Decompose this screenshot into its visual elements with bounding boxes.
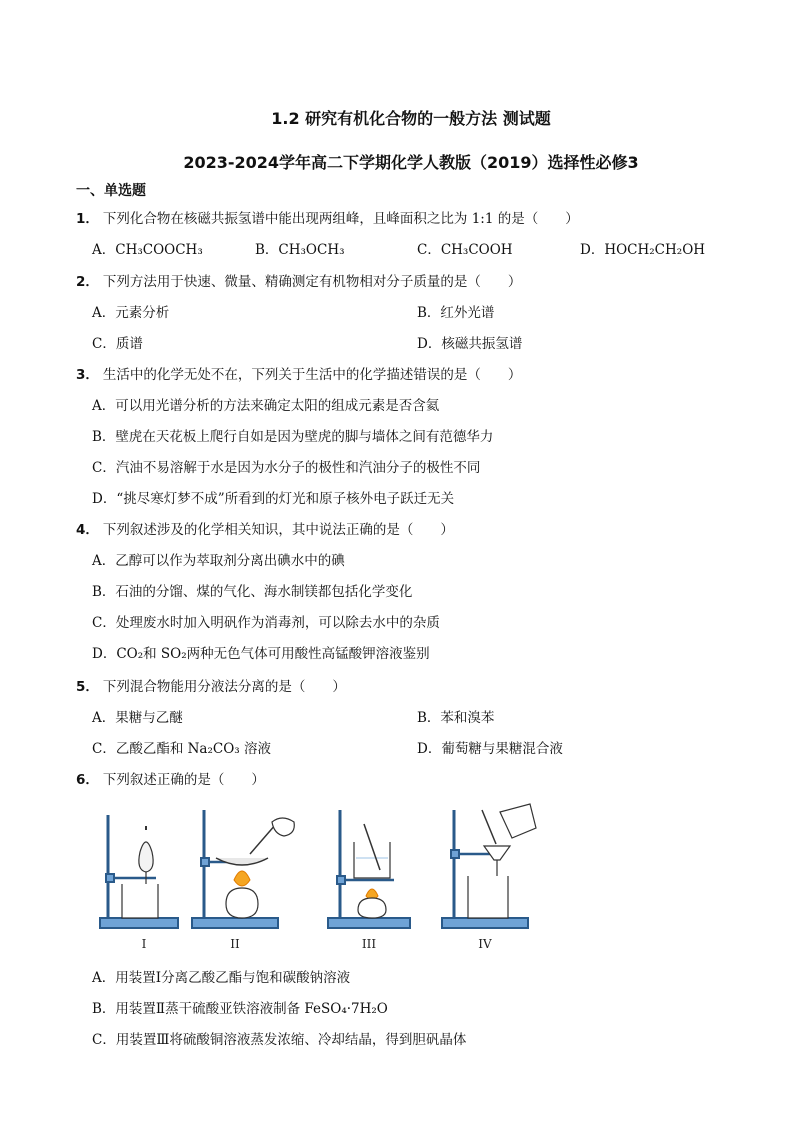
question-2	[76, 270, 521, 290]
question-stem: 下列化合物在核磁共振氢谱中能出现两组峰，且峰面积之比为 1:1 的是（ ）	[102, 211, 579, 227]
question-1	[76, 207, 579, 227]
question-6	[76, 768, 265, 788]
question-number: 6．	[76, 772, 99, 788]
q4-option-b: B．石油的分馏、煤的气化、海水制镁都包括化学变化	[92, 584, 413, 600]
q6-option-b: B．用装置Ⅱ蒸干硫酸亚铁溶液制备 FeSO₄·7H₂O	[92, 1001, 388, 1017]
q3-option-a: A．可以用光谱分析的方法来确定太阳的组成元素是否含氦	[92, 398, 440, 414]
document-subtitle: 2023-2024学年高二下学期化学人教版（2019）选择性必修3	[183, 153, 639, 172]
q1-option-b: B．CH₃OCH₃	[255, 242, 345, 258]
q5-option-a: A．果糖与乙醚	[92, 710, 183, 726]
question-4	[76, 518, 454, 538]
q5-option-c: C．乙酸乙酯和 Na₂CO₃ 溶液	[92, 741, 271, 757]
q1-option-a: A．CH₃COOCH₃	[92, 242, 203, 258]
q2-option-b: B．红外光谱	[417, 305, 495, 321]
question-stem: 下列叙述正确的是（ ）	[102, 772, 265, 788]
figure-label-4: IV	[478, 937, 492, 951]
q3-option-d: D．“挑尽寒灯梦不成”所看到的灯光和原子核外电子跃迁无关	[92, 491, 455, 507]
question-number: 1．	[76, 211, 99, 227]
document-title: 1.2 研究有机化合物的一般方法 测试题	[271, 109, 551, 128]
figure-label-2: II	[230, 937, 240, 951]
question-stem: 下列混合物能用分液法分离的是（ ）	[102, 679, 346, 695]
apparatus-3-beaker-heating	[328, 810, 410, 928]
q5-option-d: D．葡萄糖与果糖混合液	[417, 741, 563, 757]
question-stem: 下列方法用于快速、微量、精确测定有机物相对分子质量的是（ ）	[102, 274, 522, 290]
question-number: 4．	[76, 522, 99, 538]
question-5	[76, 675, 346, 695]
q3-option-c: C．汽油不易溶解于水是因为水分子的极性和汽油分子的极性不同	[92, 460, 481, 476]
figure-label-3: III	[361, 937, 377, 951]
section-heading: 一、单选题	[76, 183, 146, 199]
q4-option-d: D．CO₂和 SO₂两种无色气体可用酸性高锰酸钾溶液鉴别	[92, 646, 430, 662]
apparatus-2-evaporating-dish	[192, 810, 294, 928]
q2-option-c: C．质谱	[92, 336, 143, 352]
question-stem: 下列叙述涉及的化学相关知识，其中说法正确的是（ ）	[102, 522, 454, 538]
q4-option-c: C．处理废水时加入明矾作为消毒剂，可以除去水中的杂质	[92, 615, 440, 631]
q1-option-d: D．HOCH₂CH₂OH	[580, 242, 706, 258]
q4-option-a: A．乙醇可以作为萃取剂分离出碘水中的碘	[92, 553, 345, 569]
q2-option-d: D．核磁共振氢谱	[417, 336, 523, 352]
question-stem: 生活中的化学无处不在，下列关于生活中的化学描述错误的是（ ）	[102, 367, 522, 383]
apparatus-figure	[92, 800, 552, 960]
q5-option-b: B．苯和溴苯	[417, 710, 495, 726]
question-3	[76, 363, 521, 383]
q6-option-a: A．用装置Ⅰ分离乙酸乙酯与饱和碳酸钠溶液	[92, 970, 351, 986]
figure-label-1: I	[141, 937, 147, 951]
apparatus-4-filtration	[442, 804, 536, 928]
question-number: 5．	[76, 679, 99, 695]
question-number: 2．	[76, 274, 99, 290]
q1-option-c: C．CH₃COOH	[417, 242, 513, 258]
q2-option-a: A．元素分析	[92, 305, 170, 321]
q3-option-b: B．壁虎在天花板上爬行自如是因为壁虎的脚与墙体之间有范德华力	[92, 429, 494, 445]
q6-option-c: C．用装置Ⅲ将硫酸铜溶液蒸发浓缩、冷却结晶，得到胆矾晶体	[92, 1032, 467, 1048]
question-number: 3．	[76, 367, 99, 383]
apparatus-1-separating-funnel	[100, 815, 178, 928]
